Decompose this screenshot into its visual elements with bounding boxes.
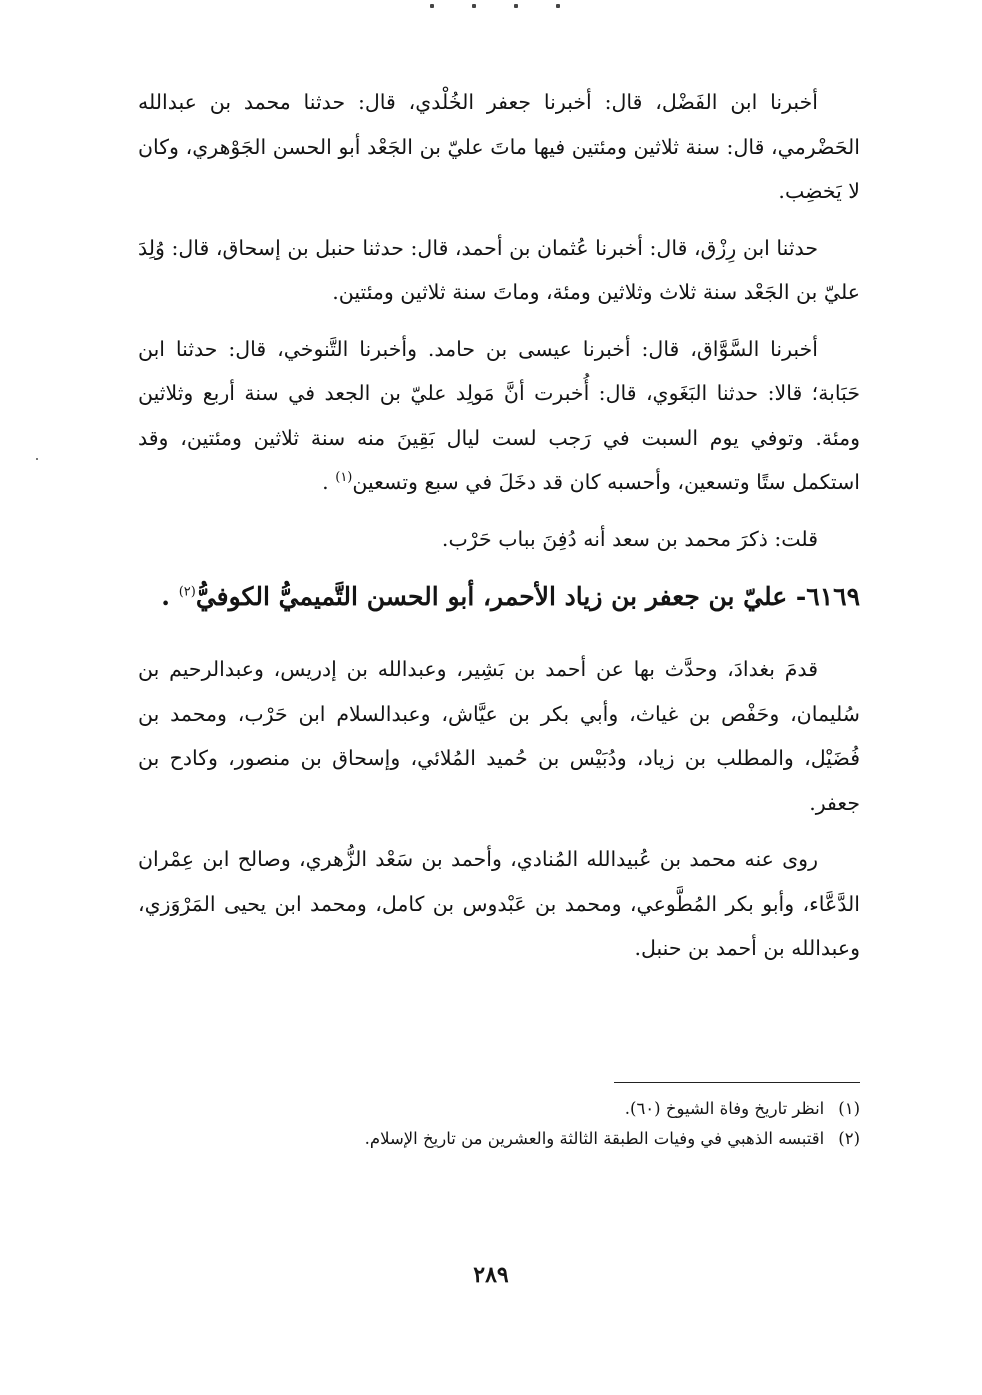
author-note: قلت: ذكرَ محمد بن سعد أنه دُفِنَ بباب حَرْب. — [441, 526, 818, 551]
edge-dot — [514, 4, 518, 8]
paragraph-1: أخبرنا ابن الفَضْل، قال: أخبرنا جعفر الخُلْدي، قال: حدثنا محمد بن عبدالله الحَضْرمي، قال: سنة ثلاثين ومئتين فيها ماتَ عليّ بن الجَعْد أبو الحسن الجَوْهري، وكان لا يَخضِب. — [138, 90, 860, 203]
paragraph-3 — [138, 327, 860, 505]
paragraph-3-text: أخبرنا السَّوَّاق، قال: أخبرنا عيسى بن حامد. وأخبرنا التَّنوخي، قال: حدثنا ابن حَبَابة؛ قالا: حدثنا البَغَوي، قال: أُخبرت أنَّ مَولِد عليّ بن الجعد في سنة أربع وثلاثين ومئة. وتوفي يوم السبت في رَجب لست ليال بَقِينَ منه سنة ثلاثين ومئتين، وقد استكمل ستًا وتسعين، وأحسبه كان قد دخَلَ في سبع وتسعين — [138, 336, 860, 494]
footnote-1 — [138, 1094, 860, 1124]
page-number: ٢٨٩ — [473, 1262, 509, 1288]
footnote-text: اقتبسه الذهبي في وفيات الطبقة الثالثة والعشرين من تاريخ الإسلام. — [364, 1129, 825, 1148]
footnote-ref-2: (٢) — [178, 584, 196, 600]
edge-dot — [472, 4, 476, 8]
paragraph-3-period: . — [322, 470, 329, 494]
entry-paragraph-2: روى عنه محمد بن عُبيدالله المُنادي، وأحمد بن سَعْد الزُّهري، وصالح ابن عِمْران الدَّعَّاء، وأبو بكر المُطَّوعي، ومحمد بن عَبْدوس بن كامل، ومحمد ابن يحيى المَرْوَزي، وعبدالله بن أحمد بن حنبل. — [138, 847, 860, 960]
footnote-text: انظر تاريخ وفاة الشيوخ (٦٠). — [624, 1099, 825, 1118]
footnote-ref-1: (١) — [335, 470, 353, 486]
entry-paragraph-1: قدمَ بغدادَ، وحدَّث بها عن أحمد بن بَشِير، وعبدالله بن إدريس، وعبدالرحيم بن سُليمان، وحَفْص بن غياث، وأبي بكر بن عيَّاش، وعبدالسلام ابن حَرْب، ومحمد بن فُضَيْل، والمطلب بن زياد، ودُبَيْس بن حُميد المُلائي، وإسحاق بن منصور، وكادح بن جعفر. — [138, 657, 860, 815]
paragraph-2: حدثنا ابن رِزْق، قال: أخبرنا عُثمان بن أحمد، قال: حدثنا حنبل بن إسحاق، قال: وُلِدَ عليّ بن الجَعْد سنة ثلاث وثلاثين ومئة، وماتَ سنة ثلاثين ومئتين. — [138, 235, 860, 304]
footnotes — [138, 1094, 860, 1154]
top-edge-marks — [430, 0, 560, 14]
entry-heading — [138, 573, 860, 621]
footnote-number: (١) — [838, 1099, 860, 1118]
footnote-separator — [614, 1082, 860, 1083]
footnote-2 — [138, 1124, 860, 1154]
entry-heading-text: ٦١٦٩- عليّ بن جعفر بن زياد الأحمر، أبو الحسن التَّميميُّ الكوفيُّ — [195, 582, 860, 611]
entry-heading-period: . — [161, 582, 170, 611]
footnote-number: (٢) — [838, 1129, 860, 1148]
edge-dot — [430, 4, 434, 8]
edge-dot — [556, 4, 560, 8]
scan-speck — [36, 458, 38, 460]
main-text — [138, 80, 860, 983]
